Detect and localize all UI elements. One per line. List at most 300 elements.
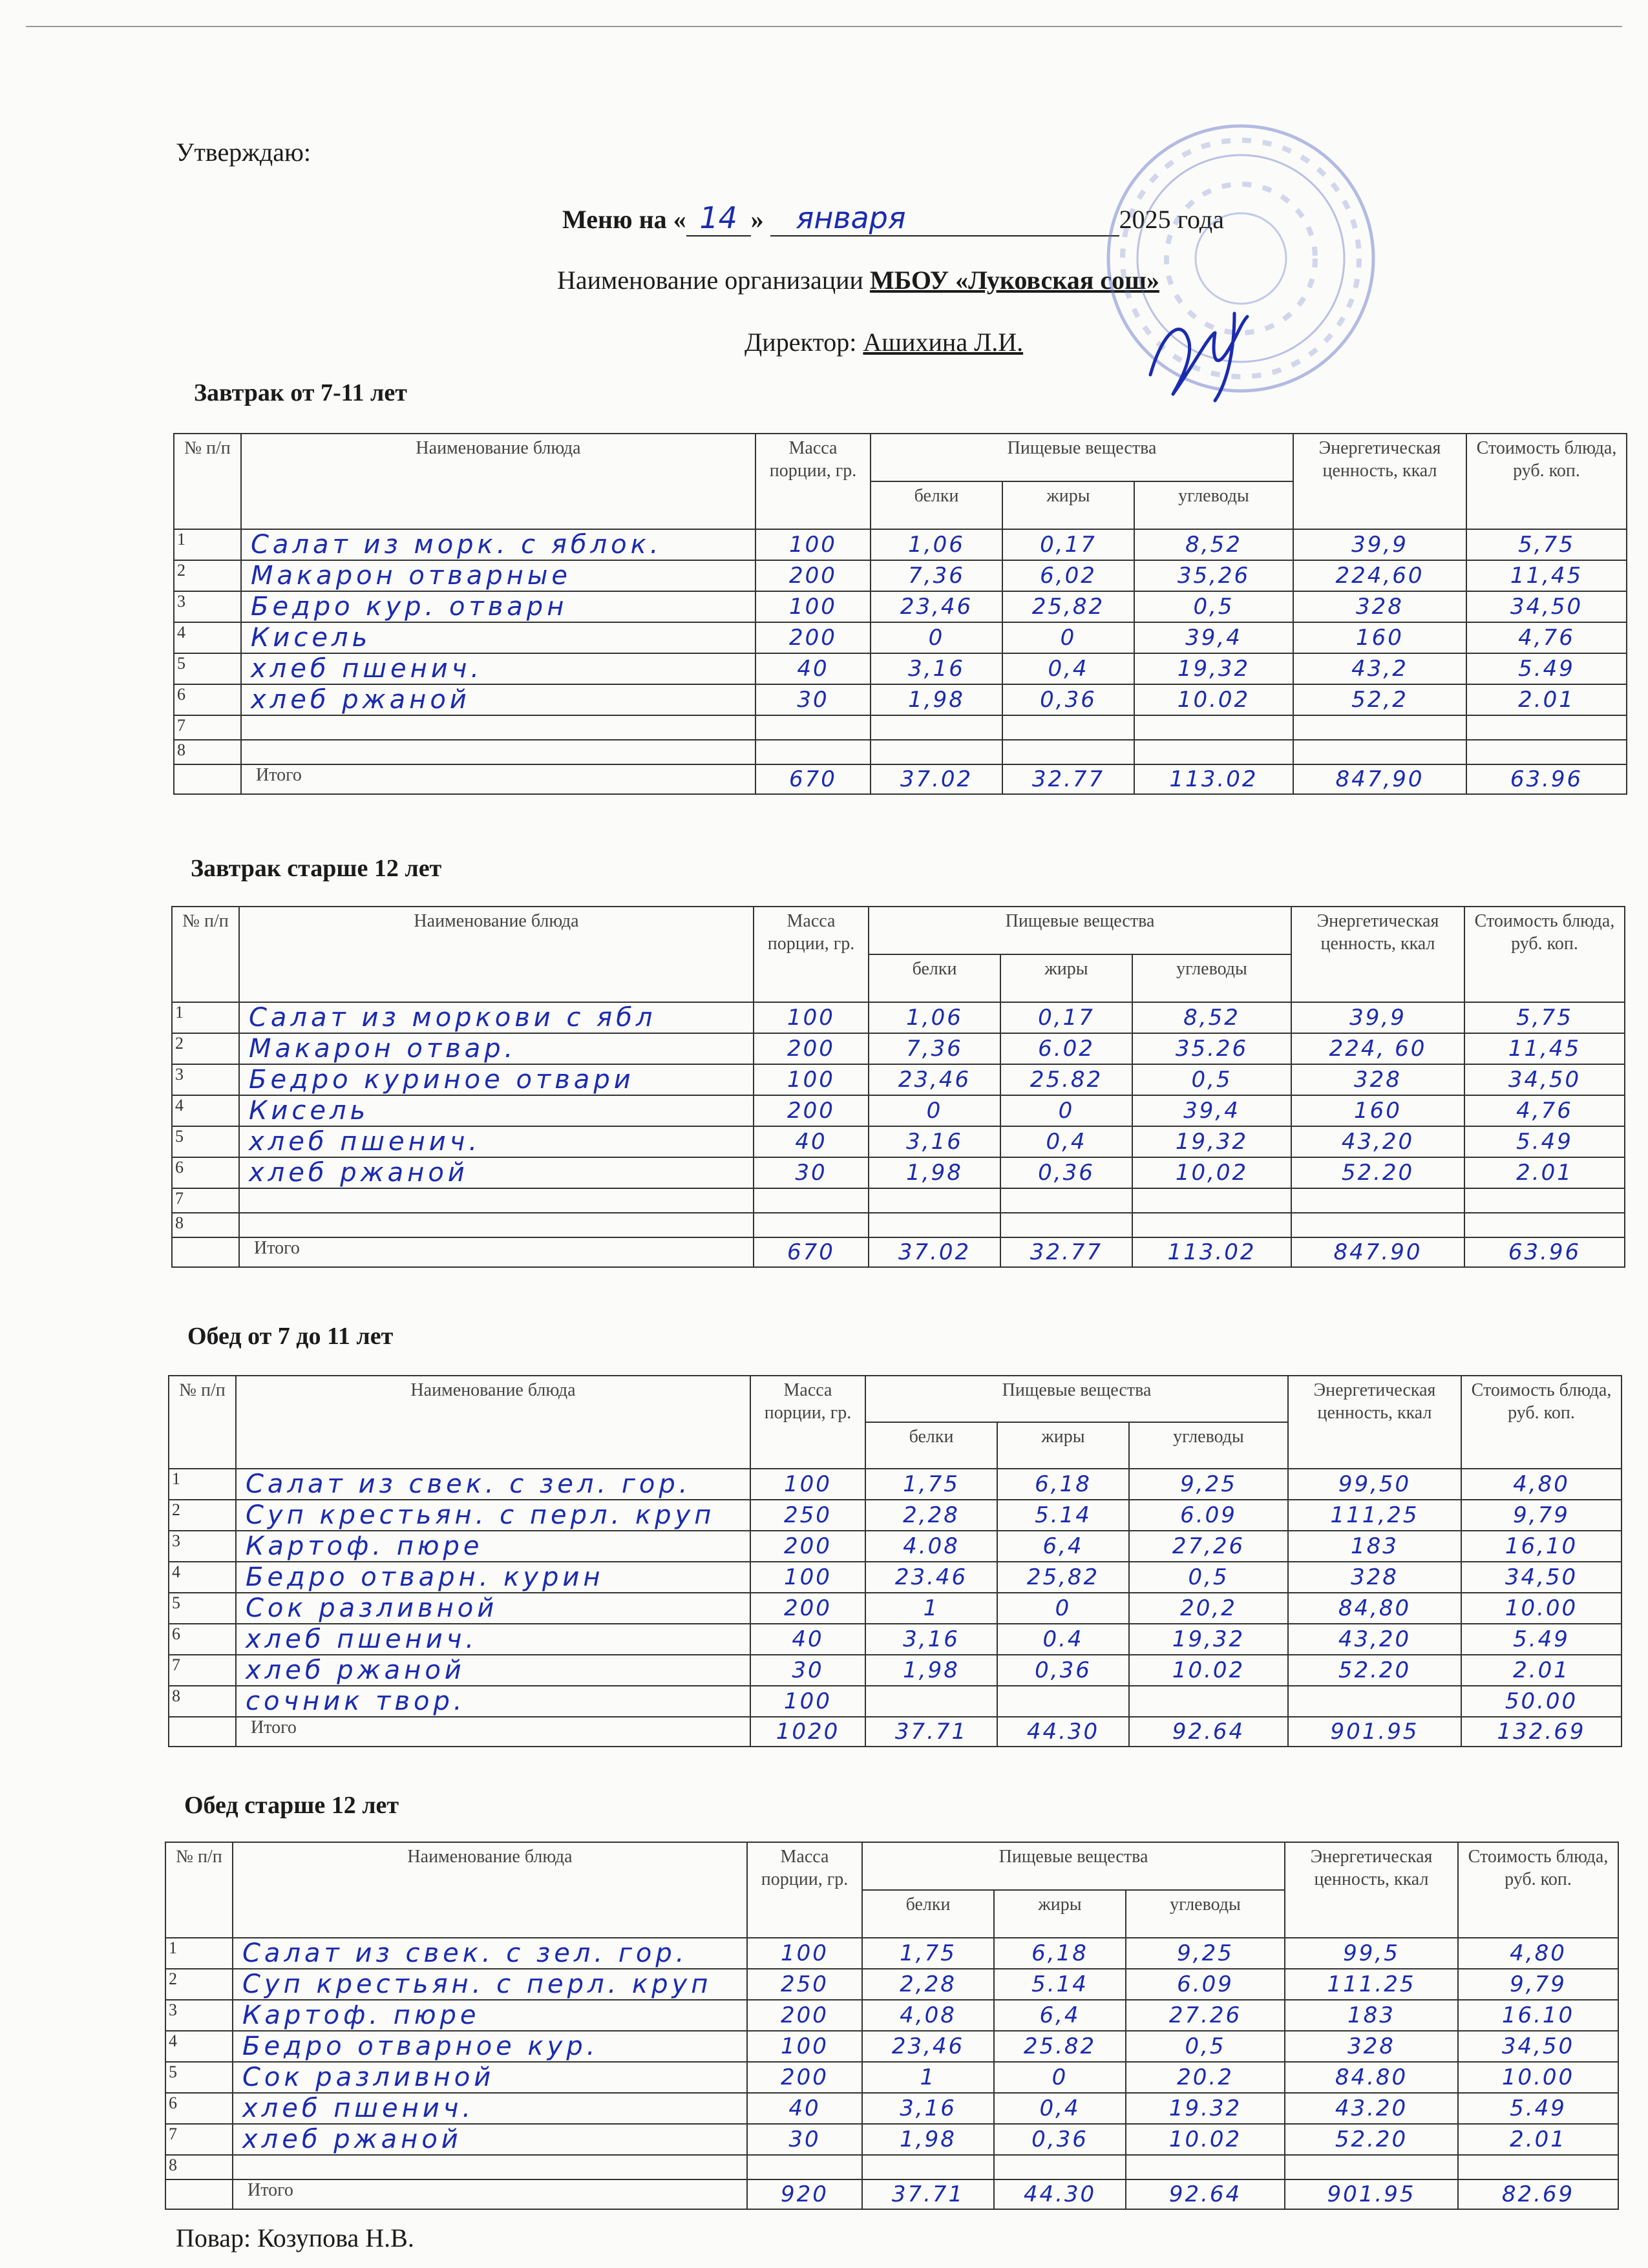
- portion-mass: 40: [747, 2093, 862, 2124]
- energy-value: 224, 60: [1291, 1033, 1464, 1064]
- portion-mass: 40: [754, 1126, 869, 1157]
- cost-value: 4,80: [1461, 1469, 1622, 1500]
- row-number: 7: [172, 1188, 239, 1213]
- carbs-value: 8,52: [1134, 529, 1293, 560]
- col-header-no: № п/п: [174, 434, 241, 529]
- table-row: [172, 1064, 1625, 1095]
- total-cost: 82.69: [1458, 2179, 1618, 2209]
- carbs-value: 0,5: [1126, 2031, 1285, 2062]
- portion-mass: 100: [754, 1064, 869, 1095]
- energy-value: 328: [1288, 1562, 1461, 1593]
- table-row: [169, 1624, 1622, 1655]
- table-row: [174, 684, 1627, 715]
- proteins-value: 7,36: [871, 560, 1002, 591]
- carbs-value: 20,2: [1129, 1593, 1288, 1624]
- carbs-value: 35.26: [1132, 1033, 1291, 1064]
- col-header-proteins: белки: [862, 1890, 994, 1938]
- energy-value: 43,20: [1291, 1126, 1464, 1157]
- total-carbs: 92.64: [1129, 1717, 1288, 1747]
- cost-value: 4,80: [1458, 1938, 1618, 1969]
- cost-value: 2.01: [1466, 684, 1627, 715]
- energy-value: 43,2: [1293, 653, 1466, 684]
- col-header-dish: Наименование блюда: [236, 1376, 750, 1469]
- portion-mass: 40: [750, 1624, 865, 1655]
- proteins-value: 1: [865, 1593, 997, 1624]
- dish-name: Бедро кур. отварн: [241, 591, 755, 622]
- fats-value: 25.82: [1000, 1064, 1132, 1095]
- table-row: [165, 2000, 1618, 2031]
- proteins-value: 1,75: [865, 1469, 997, 1500]
- energy-value: 43,20: [1288, 1624, 1461, 1655]
- col-header-fats: жиры: [1000, 954, 1132, 1002]
- cost-value: 50.00: [1461, 1686, 1622, 1717]
- fats-value: 25,82: [997, 1562, 1129, 1593]
- proteins-value: 2,28: [862, 1969, 994, 2000]
- proteins-value: [871, 740, 1002, 764]
- proteins-value: 23,46: [869, 1064, 1000, 1095]
- fats-value: [1000, 1213, 1132, 1237]
- dish-name: Бедро отварн. курин: [236, 1562, 750, 1593]
- col-header-carbs: углеводы: [1129, 1422, 1288, 1469]
- energy-value: [1293, 740, 1466, 764]
- cost-value: 5.49: [1461, 1624, 1622, 1655]
- row-number: 3: [172, 1064, 239, 1095]
- cost-value: 4,76: [1464, 1095, 1625, 1126]
- cost-value: [1464, 1213, 1625, 1237]
- row-number: 5: [172, 1126, 239, 1157]
- total-fats: 44.30: [994, 2179, 1126, 2209]
- proteins-value: 1,98: [869, 1157, 1000, 1188]
- proteins-value: 1: [862, 2062, 994, 2093]
- energy-value: 99,5: [1285, 1938, 1458, 1969]
- fats-value: 0,4: [1000, 1126, 1132, 1157]
- total-energy: 847.90: [1291, 1237, 1464, 1267]
- cost-value: 5,75: [1464, 1002, 1625, 1033]
- organization-line: [557, 265, 1159, 295]
- carbs-value: 0,5: [1134, 591, 1293, 622]
- dish-name: Салат из свек. с зел. гор.: [236, 1469, 750, 1500]
- col-header-mass: Масса порции, гр.: [747, 1842, 862, 1938]
- energy-value: 52.20: [1285, 2124, 1458, 2155]
- proteins-value: 3,16: [871, 653, 1002, 684]
- energy-value: [1291, 1188, 1464, 1213]
- col-header-mass: Масса порции, гр.: [750, 1376, 865, 1469]
- row-number: 5: [165, 2062, 233, 2093]
- portion-mass: 200: [750, 1531, 865, 1562]
- total-row: [169, 1717, 1622, 1747]
- total-fats: 44.30: [997, 1717, 1129, 1747]
- col-header-cost: Стоимость блюда, руб. коп.: [1458, 1842, 1618, 1938]
- cost-value: 5.49: [1466, 653, 1627, 684]
- row-number: 3: [174, 591, 241, 622]
- fats-value: 0,4: [994, 2093, 1126, 2124]
- proteins-value: 23.46: [865, 1562, 997, 1593]
- fats-value: 0,4: [1002, 653, 1134, 684]
- table-row: [169, 1500, 1622, 1531]
- dish-name: Суп крестьян. с перл. круп: [233, 1969, 747, 2000]
- portion-mass: 250: [750, 1500, 865, 1531]
- dish-name: сочник твор.: [236, 1686, 750, 1717]
- row-number: 6: [165, 2093, 233, 2124]
- dish-name: Макарон отвар.: [239, 1033, 754, 1064]
- table-row: [172, 1188, 1625, 1213]
- portion-mass: 100: [755, 591, 871, 622]
- director-name: Ашихина Л.И.: [863, 328, 1024, 357]
- menu-table: [168, 1375, 1622, 1747]
- carbs-value: 10.02: [1126, 2124, 1285, 2155]
- fats-value: 0: [1000, 1095, 1132, 1126]
- fats-value: 0,36: [1000, 1157, 1132, 1188]
- table-row: [165, 2155, 1618, 2179]
- row-number: 4: [174, 622, 241, 653]
- carbs-value: [1132, 1188, 1291, 1213]
- carbs-value: 27,26: [1129, 1531, 1288, 1562]
- dish-name: Салат из моркови с ябл: [239, 1002, 754, 1033]
- org-name: МБОУ «Луковская сош»: [869, 266, 1159, 295]
- portion-mass: 100: [750, 1686, 865, 1717]
- proteins-value: 23,46: [871, 591, 1002, 622]
- cost-value: [1466, 715, 1627, 740]
- total-mass: 670: [755, 764, 871, 794]
- energy-value: [1288, 1686, 1461, 1717]
- proteins-value: 0: [869, 1095, 1000, 1126]
- fats-value: [994, 2155, 1126, 2179]
- energy-value: 99,50: [1288, 1469, 1461, 1500]
- portion-mass: [755, 740, 871, 764]
- fats-value: 0,17: [1002, 529, 1134, 560]
- portion-mass: 200: [754, 1095, 869, 1126]
- total-proteins: 37.02: [871, 764, 1002, 794]
- total-row: [172, 1237, 1625, 1267]
- energy-value: 183: [1288, 1531, 1461, 1562]
- dish-name: хлеб ржаной: [241, 684, 755, 715]
- fats-value: 25.82: [994, 2031, 1126, 2062]
- portion-mass: [754, 1188, 869, 1213]
- table-row: [169, 1469, 1622, 1500]
- proteins-value: [869, 1213, 1000, 1237]
- section-title: Завтрак от 7-11 лет: [194, 379, 407, 406]
- proteins-value: 2,28: [865, 1500, 997, 1531]
- energy-value: 84,80: [1288, 1593, 1461, 1624]
- table-row: [172, 1157, 1625, 1188]
- cost-value: 10.00: [1461, 1593, 1622, 1624]
- menu-prefix: Меню на «: [562, 205, 686, 234]
- row-number: 2: [169, 1500, 236, 1531]
- col-header-energy: Энергетическая ценность, ккал: [1285, 1842, 1458, 1938]
- section-title: Обед старше 12 лет: [184, 1792, 399, 1819]
- energy-value: [1291, 1213, 1464, 1237]
- cost-value: 10.00: [1458, 2062, 1618, 2093]
- fats-value: 0,36: [994, 2124, 1126, 2155]
- row-number: 8: [172, 1213, 239, 1237]
- col-header-energy: Энергетическая ценность, ккал: [1288, 1376, 1461, 1469]
- section-title: Обед от 7 до 11 лет: [187, 1323, 394, 1350]
- carbs-value: 27.26: [1126, 2000, 1285, 2031]
- dish-name: Сок разливной: [236, 1593, 750, 1624]
- portion-mass: 40: [755, 653, 871, 684]
- dish-name: [241, 715, 755, 740]
- dish-name: хлеб ржаной: [239, 1157, 754, 1188]
- dish-name: хлеб пшенич.: [239, 1126, 754, 1157]
- proteins-value: 1,75: [862, 1938, 994, 1969]
- carbs-value: 39,4: [1134, 622, 1293, 653]
- org-label: Наименование организации: [557, 266, 863, 295]
- portion-mass: 30: [754, 1157, 869, 1188]
- energy-value: 39,9: [1291, 1002, 1464, 1033]
- row-number: 2: [172, 1033, 239, 1064]
- table-row: [169, 1531, 1622, 1562]
- total-carbs: 92.64: [1126, 2179, 1285, 2209]
- row-number: 2: [165, 1969, 233, 2000]
- menu-year: 2025 года: [1119, 205, 1225, 234]
- row-number: 4: [172, 1095, 239, 1126]
- row-number: 1: [172, 1002, 239, 1033]
- fats-value: 0: [997, 1593, 1129, 1624]
- cost-value: 9,79: [1458, 1969, 1618, 2000]
- table-row: [172, 1033, 1625, 1064]
- portion-mass: 100: [754, 1002, 869, 1033]
- total-label: Итого: [239, 1237, 754, 1267]
- carbs-value: [1129, 1686, 1288, 1717]
- table-row: [174, 622, 1627, 653]
- dish-name: Суп крестьян. с перл. круп: [236, 1500, 750, 1531]
- total-blank: [174, 764, 241, 794]
- table-row: [165, 2031, 1618, 2062]
- cost-value: 34,50: [1464, 1064, 1625, 1095]
- dish-name: [239, 1213, 754, 1237]
- col-header-no: № п/п: [172, 907, 239, 1002]
- row-number: 3: [165, 2000, 233, 2031]
- director-label: Директор:: [745, 328, 857, 357]
- total-cost: 132.69: [1461, 1717, 1622, 1747]
- portion-mass: 100: [750, 1469, 865, 1500]
- portion-mass: 100: [747, 2031, 862, 2062]
- carbs-value: 9,25: [1129, 1469, 1288, 1500]
- carbs-value: 6.09: [1129, 1500, 1288, 1531]
- cost-value: 34,50: [1458, 2031, 1618, 2062]
- table-row: [172, 1002, 1625, 1033]
- dish-name: Картоф. пюре: [236, 1531, 750, 1562]
- row-number: 1: [169, 1469, 236, 1500]
- dish-name: Кисель: [241, 622, 755, 653]
- total-cost: 63.96: [1466, 764, 1627, 794]
- table-row: [165, 1969, 1618, 2000]
- cost-value: 16,10: [1461, 1531, 1622, 1562]
- carbs-value: [1132, 1213, 1291, 1237]
- energy-value: 52.20: [1291, 1157, 1464, 1188]
- cost-value: [1458, 2155, 1618, 2179]
- fats-value: 6,4: [997, 1531, 1129, 1562]
- proteins-value: 3,16: [862, 2093, 994, 2124]
- director-line: [745, 327, 1023, 357]
- col-header-cost: Стоимость блюда, руб. коп.: [1466, 434, 1627, 529]
- fats-value: 6,4: [994, 2000, 1126, 2031]
- menu-day: 14: [686, 200, 751, 236]
- fats-value: 6,02: [1002, 560, 1134, 591]
- total-cost: 63.96: [1464, 1237, 1625, 1267]
- col-header-proteins: белки: [869, 954, 1000, 1002]
- menu-month: января: [770, 200, 1119, 236]
- cost-value: 4,76: [1466, 622, 1627, 653]
- total-row: [174, 764, 1627, 794]
- cost-value: 5,75: [1466, 529, 1627, 560]
- row-number: 6: [174, 684, 241, 715]
- menu-table: [173, 433, 1627, 795]
- cost-value: 11,45: [1464, 1033, 1625, 1064]
- dish-name: Бедро куриное отвари: [239, 1064, 754, 1095]
- table-row: [165, 2124, 1618, 2155]
- cost-value: 16.10: [1458, 2000, 1618, 2031]
- row-number: 8: [169, 1686, 236, 1717]
- col-header-nutrients: Пищевые вещества: [865, 1376, 1288, 1422]
- carbs-value: 19,32: [1134, 653, 1293, 684]
- carbs-value: 19,32: [1132, 1126, 1291, 1157]
- col-header-fats: жиры: [1002, 481, 1134, 529]
- carbs-value: 0,5: [1132, 1064, 1291, 1095]
- fats-value: 6.02: [1000, 1033, 1132, 1064]
- cost-value: 34,50: [1466, 591, 1627, 622]
- energy-value: 328: [1291, 1064, 1464, 1095]
- col-header-proteins: белки: [865, 1422, 997, 1469]
- portion-mass: [747, 2155, 862, 2179]
- col-header-fats: жиры: [997, 1422, 1129, 1469]
- fats-value: [1002, 740, 1134, 764]
- energy-value: [1293, 715, 1466, 740]
- table-row: [174, 591, 1627, 622]
- total-proteins: 37.71: [865, 1717, 997, 1747]
- portion-mass: 200: [747, 2062, 862, 2093]
- portion-mass: 100: [750, 1562, 865, 1593]
- col-header-nutrients: Пищевые вещества: [871, 434, 1293, 481]
- portion-mass: 100: [747, 1938, 862, 1969]
- fats-value: 0: [994, 2062, 1126, 2093]
- dish-name: Сок разливной: [233, 2062, 747, 2093]
- total-carbs: 113.02: [1134, 764, 1293, 794]
- col-header-dish: Наименование блюда: [233, 1842, 747, 1938]
- row-number: 8: [165, 2155, 233, 2179]
- dish-name: Макарон отварные: [241, 560, 755, 591]
- proteins-value: [869, 1188, 1000, 1213]
- col-header-carbs: углеводы: [1134, 481, 1293, 529]
- proteins-value: 23,46: [862, 2031, 994, 2062]
- cost-value: 2.01: [1464, 1157, 1625, 1188]
- row-number: 6: [172, 1157, 239, 1188]
- col-header-energy: Энергетическая ценность, ккал: [1291, 907, 1464, 1002]
- total-mass: 670: [754, 1237, 869, 1267]
- approve-label: Утверждаю:: [176, 138, 311, 167]
- row-number: 1: [174, 529, 241, 560]
- col-header-no: № п/п: [165, 1842, 233, 1938]
- col-header-dish: Наименование блюда: [239, 907, 754, 1002]
- col-header-cost: Стоимость блюда, руб. коп.: [1464, 907, 1625, 1002]
- cost-value: 2.01: [1461, 1655, 1622, 1686]
- energy-value: 52.20: [1288, 1655, 1461, 1686]
- energy-value: 84.80: [1285, 2062, 1458, 2093]
- total-proteins: 37.71: [862, 2179, 994, 2209]
- dish-name: [233, 2155, 747, 2179]
- col-header-no: № п/п: [169, 1376, 236, 1469]
- col-header-fats: жиры: [994, 1890, 1126, 1938]
- energy-value: 224,60: [1293, 560, 1466, 591]
- portion-mass: 30: [750, 1655, 865, 1686]
- total-energy: 847,90: [1293, 764, 1466, 794]
- menu-table: [171, 906, 1625, 1268]
- fats-value: 25,82: [1002, 591, 1134, 622]
- fats-value: 5.14: [997, 1500, 1129, 1531]
- portion-mass: 250: [747, 1969, 862, 2000]
- row-number: 8: [174, 740, 241, 764]
- fats-value: 6,18: [997, 1469, 1129, 1500]
- carbs-value: [1126, 2155, 1285, 2179]
- cost-value: 5.49: [1464, 1126, 1625, 1157]
- total-blank: [165, 2179, 233, 2209]
- table-row: [165, 1938, 1618, 1969]
- cost-value: 11,45: [1466, 560, 1627, 591]
- energy-value: 328: [1285, 2031, 1458, 2062]
- total-label: Итого: [233, 2179, 747, 2209]
- col-header-mass: Масса порции, гр.: [754, 907, 869, 1002]
- row-number: 7: [165, 2124, 233, 2155]
- portion-mass: [754, 1213, 869, 1237]
- portion-mass: 30: [755, 684, 871, 715]
- total-mass: 1020: [750, 1717, 865, 1747]
- table-row: [169, 1686, 1622, 1717]
- energy-value: 111,25: [1288, 1500, 1461, 1531]
- row-number: 2: [174, 560, 241, 591]
- dish-name: Салат из свек. с зел. гор.: [233, 1938, 747, 1969]
- total-fats: 32.77: [1000, 1237, 1132, 1267]
- dish-name: Картоф. пюре: [233, 2000, 747, 2031]
- fats-value: 0,36: [997, 1655, 1129, 1686]
- total-label: Итого: [241, 764, 755, 794]
- col-header-dish: Наименование блюда: [241, 434, 755, 529]
- proteins-value: 1,06: [871, 529, 1002, 560]
- proteins-value: [871, 715, 1002, 740]
- carbs-value: 35,26: [1134, 560, 1293, 591]
- proteins-value: 0: [871, 622, 1002, 653]
- dish-name: Салат из морк. с яблок.: [241, 529, 755, 560]
- total-energy: 901.95: [1285, 2179, 1458, 2209]
- total-row: [165, 2179, 1618, 2209]
- cost-value: 5.49: [1458, 2093, 1618, 2124]
- carbs-value: 10,02: [1132, 1157, 1291, 1188]
- carbs-value: 19,32: [1129, 1624, 1288, 1655]
- proteins-value: 3,16: [865, 1624, 997, 1655]
- fats-value: 0: [1002, 622, 1134, 653]
- fats-value: [1000, 1188, 1132, 1213]
- col-header-cost: Стоимость блюда, руб. коп.: [1461, 1376, 1622, 1469]
- menu-mid: »: [750, 205, 764, 234]
- row-number: 1: [165, 1938, 233, 1969]
- total-blank: [172, 1237, 239, 1267]
- table-row: [174, 560, 1627, 591]
- table-row: [169, 1562, 1622, 1593]
- dish-name: [241, 740, 755, 764]
- table-row: [169, 1655, 1622, 1686]
- proteins-value: 1,06: [869, 1002, 1000, 1033]
- director-signature-icon: [1137, 304, 1267, 407]
- portion-mass: 200: [750, 1593, 865, 1624]
- menu-table: [165, 1842, 1619, 2210]
- fats-value: 0,17: [1000, 1002, 1132, 1033]
- portion-mass: [755, 715, 871, 740]
- table-row: [174, 740, 1627, 764]
- portion-mass: 200: [754, 1033, 869, 1064]
- proteins-value: 7,36: [869, 1033, 1000, 1064]
- col-header-carbs: углеводы: [1132, 954, 1291, 1002]
- row-number: 4: [165, 2031, 233, 2062]
- energy-value: 39,9: [1293, 529, 1466, 560]
